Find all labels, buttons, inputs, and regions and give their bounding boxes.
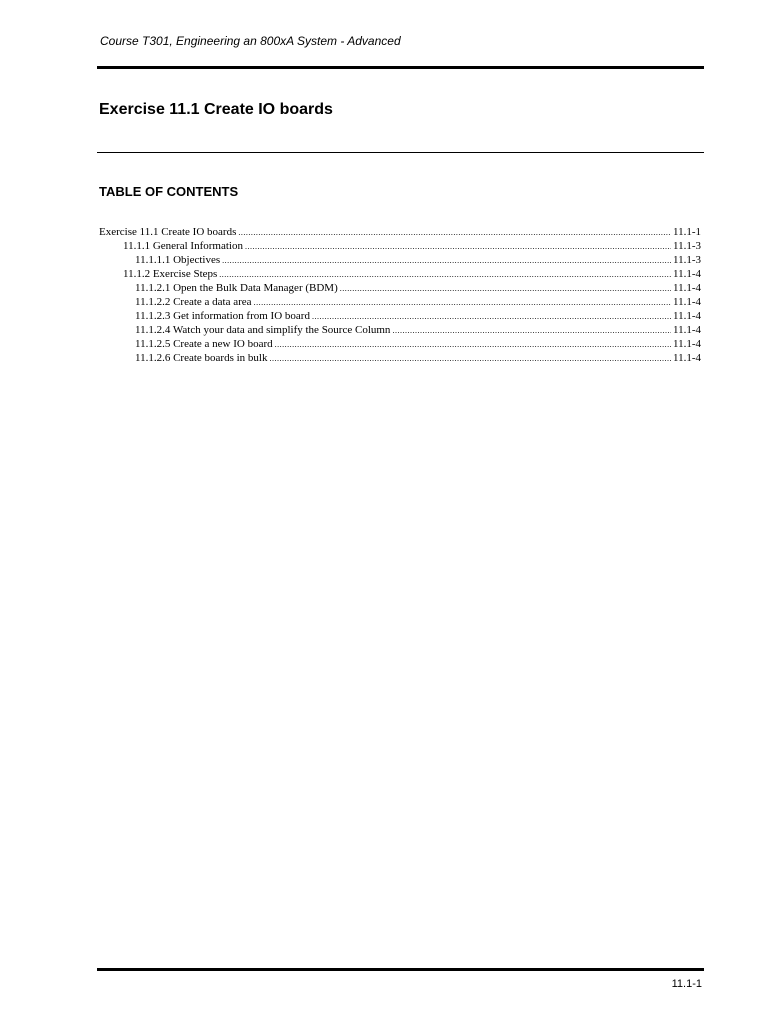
toc-heading: TABLE OF CONTENTS [99,184,239,199]
toc-dot-leader [222,254,671,267]
toc-entry[interactable] [99,239,701,253]
toc-entry[interactable] [99,351,701,365]
toc-entry-title: 11.1.2.5 Create a new IO board [135,338,273,350]
toc-entry-page: 11.1-4 [672,296,701,308]
title-rule [97,152,704,153]
toc-entry-page: 11.1-4 [672,324,701,336]
toc-dot-leader [238,226,671,239]
toc-entry[interactable] [99,253,701,267]
footer-rule [97,968,704,971]
toc-entry[interactable] [99,267,701,281]
toc-entry-title: 11.1.2.6 Create boards in bulk [135,352,268,364]
toc-dot-leader [245,240,671,253]
toc-dot-leader [219,268,671,281]
exercise-title: Exercise 11.1 Create IO boards [99,101,333,118]
toc-entry[interactable] [99,323,701,337]
toc-entry-page: 11.1-4 [672,282,701,294]
toc-entry-title: 11.1.1 General Information [123,240,243,252]
toc-entry[interactable] [99,225,701,239]
running-header: Course T301, Engineering an 800xA System - Advanced [100,34,401,48]
table-of-contents [99,225,701,365]
toc-entry-title: 11.1.2.3 Get information from IO board [135,310,310,322]
toc-entry-title: Exercise 11.1 Create IO boards [99,226,237,238]
toc-entry-page: 11.1-4 [672,310,701,322]
toc-dot-leader [312,310,671,323]
toc-dot-leader [275,338,671,351]
toc-entry[interactable] [99,281,701,295]
toc-entry[interactable] [99,337,701,351]
toc-entry-page: 11.1-4 [672,338,701,350]
toc-dot-leader [269,352,671,365]
toc-entry-title: 11.1.2.1 Open the Bulk Data Manager (BDM) [135,282,338,294]
toc-entry-page: 11.1-4 [672,268,701,280]
toc-entry-title: 11.1.2 Exercise Steps [123,268,218,280]
toc-dot-leader [254,296,671,309]
toc-entry-page: 11.1-3 [672,254,701,266]
toc-entry-page: 11.1-4 [672,352,701,364]
toc-entry[interactable] [99,309,701,323]
toc-dot-leader [392,324,671,337]
toc-entry[interactable] [99,295,701,309]
toc-dot-leader [340,282,671,295]
toc-entry-page: 11.1-1 [672,226,701,238]
toc-entry-title: 11.1.2.4 Watch your data and simplify the Source Column [135,324,391,336]
header-rule [97,66,704,69]
toc-entry-title: 11.1.2.2 Create a data area [135,296,252,308]
toc-entry-title: 11.1.1.1 Objectives [135,254,221,266]
page-number: 11.1-1 [671,978,702,990]
toc-entry-page: 11.1-3 [672,240,701,252]
